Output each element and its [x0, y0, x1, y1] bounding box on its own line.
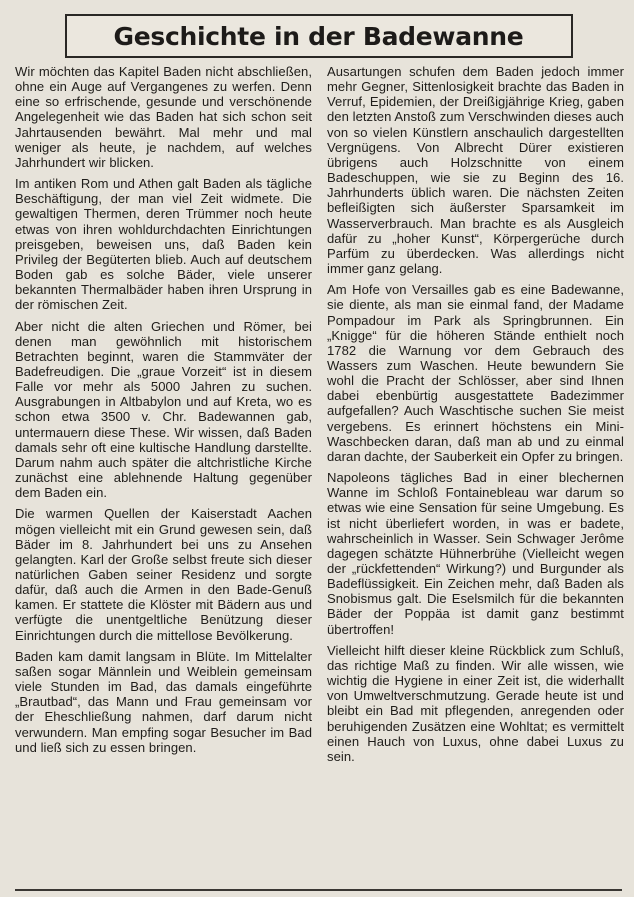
paragraph: Im antiken Rom und Athen galt Baden als tägliche Beschäftigung, der man viel Zeit widmete. Die gewaltigen Thermen, deren Trümmer noch heute etwas von ihren wohldurchdachten Einrichtungen preisgeben, beweisen uns, daß Baden kein Privileg der Begüterten blieb. Auch auf deutschem Boden gab es solche Bäder, viele unserer bekannten Thermalbäder haben ihren Ursprung in der römischen Zeit. — [15, 176, 312, 313]
headline-box — [65, 14, 573, 58]
paragraph: Wir möchten das Kapitel Baden nicht abschließen, ohne ein Auge auf Vergangenes zu werfen. Denn eine so erfrischende, gesunde und verschönende Angelegenheit wie das Baden hat sich schon seit Jahrtausenden bewährt. Mal mehr und mal weniger als heute, je nachdem, auf welches Jahrhundert wir blicken. — [15, 64, 312, 170]
paragraph: Am Hofe von Versailles gab es eine Badewanne, sie diente, als man sie einmal fand, der Madame Pompadour im Park als Springbrunnen. Ein „Knigge“ für die höheren Stände enthielt noch 1782 die Warnung vor dem Gebrauch des Wassers zum Waschen. Heute bewundern Sie wohl die Pracht der Schlösser, aber sind Ihnen dabei ebenbürtig ausgestattete Badezimmer aufgefallen? Auch Waschtische suchen Sie meist vergebens. Es erinnert höchstens ein Mini-Waschbecken daran, daß man ab und zu einmal daran dachte, der Sauberkeit ein Opfer zu bringen. — [327, 282, 624, 464]
paragraph: Aber nicht die alten Griechen und Römer, bei denen man gewöhnlich mit historischem Betrachten beginnt, waren die Stammväter der Badefreudigen. Die „graue Vorzeit“ ist in diesem Falle vor mehr als 5000 Jahren zu suchen. Ausgrabungen in Altbabylon und auf Kreta, wo es schon etwa 3500 v. Chr. Badewannen gab, untermauern diese These. Wir wissen, daß Baden damals sehr oft eine kultische Handlung darstellte. Darum nahm auch später die altchristliche Kirche zunächst eine ablehnende Haltung gegenüber dem Baden ein. — [15, 318, 312, 501]
paragraph: Napoleons tägliches Bad in einer blechernen Wanne im Schloß Fontainebleau war darum so etwas wie eine Sensation für seine Umgebung. Es ist nicht überliefert worden, in was er badete, wahrscheinlich in Wasser. Sein Schwager Jerôme dagegen schätzte Hühnerbrühe (Vielleicht wegen der „rückfettenden“ Wirkung?) und Burgunder als Badeflüssigkeit. Ein Zeichen mehr, daß Baden als Snobismus galt. Die Eselsmilch für die bekannten Bäder der Poppäa ist damit ganz bestimmt übertroffen! — [327, 470, 624, 637]
paragraph: Baden kam damit langsam in Blüte. Im Mittelalter saßen sogar Männlein und Weiblein gemeinsam viele Stunden im Bad, das damals eingeführte „Brautbad“, das Mann und Frau gemeinsam vor der Eheschließung nahmen, darf darum nicht verwundern. Man empfing sogar Besucher im Bad und ließ sich zu essen bringen. — [15, 648, 312, 755]
paragraph: Ausartungen schufen dem Baden jedoch immer mehr Gegner, Sittenlosigkeit brachte das Baden in Verruf, Epidemien, der Dreißigjährige Krieg, gaben den letzten Anstoß zum Verschwinden dieses auch von so vielen Künstlern anschaulich dargestellten Vergnügens. Von Albrecht Dürer existieren übrigens auch Holzschnitte von einem Badeschuppen, wie sie zu Beginn des 16. Jahrhunderts üblich waren. Die nächsten Zeiten befleißigten sich äußerster Sparsamkeit im Wasserverbrauch. Man brachte es als Ausgleich dafür zu „hoher Kunst“, Körpergerüche durch Parfüm zu überdecken. Was allerdings nicht immer ganz gelang. — [327, 64, 624, 277]
headline: Geschichte in der Badewanne — [113, 21, 524, 51]
column-right — [327, 64, 624, 770]
paragraph: Vielleicht hilft dieser kleine Rückblick zum Schluß, das richtige Maß zu finden. Wir alle wissen, wie wichtig die Hygiene in einer Zeit ist, die widerhallt von Umweltverschmutzung. Gerade heute ist und bleibt ein Bad mit pflegenden, anregenden oder beruhigenden Zusätzen eine Wohltat; es vermittelt einen Hauch von Luxus, ohne dabei Luxus zu sein. — [327, 642, 624, 764]
paragraph: Die warmen Quellen der Kaiserstadt Aachen mögen vielleicht mit ein Grund gewesen sein, daß Bäder im 8. Jahrhundert bei uns zu Ansehen gelangten. Karl der Große selbst freute sich dieser natürlichen Gaben seiner Residenz und sorgte dafür, daß auch die Armen in den Bade-Genuß kamen. Er stattete die Klöster mit Bädern aus und verfügte die unentgeltliche Benützung dieser Einrichtungen durch die mittellose Bevölkerung. — [15, 506, 312, 643]
bottom-divider — [15, 889, 622, 891]
article-body — [15, 64, 624, 770]
column-left — [15, 64, 312, 770]
